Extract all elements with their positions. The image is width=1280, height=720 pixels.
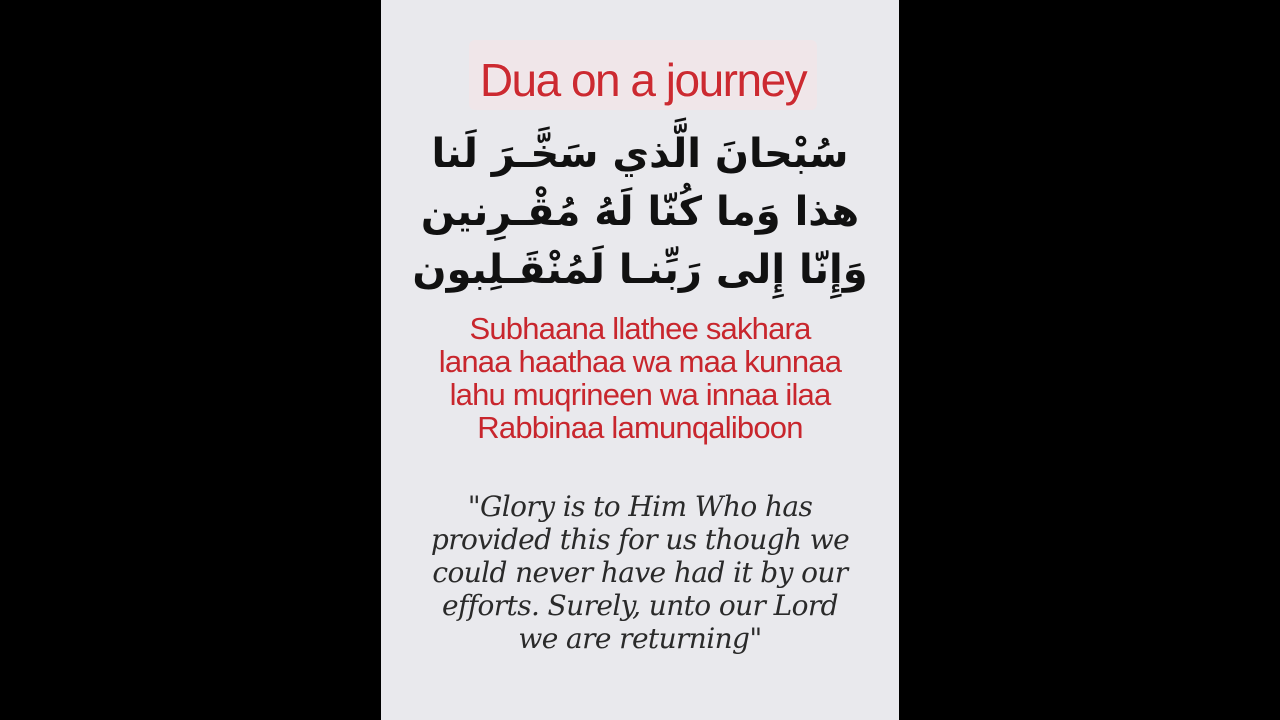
translation-text bbox=[381, 490, 899, 655]
transliteration-line: Subhaana llathee sakhara bbox=[469, 311, 811, 346]
translation-line: could never have had it by our bbox=[432, 556, 848, 589]
arabic-line: وَإِنّا إِلى رَبِّنـا لَمُنْقَـلِبون bbox=[412, 247, 868, 293]
transliteration-text bbox=[381, 312, 899, 444]
transliteration-line: Rabbinaa lamunqaliboon bbox=[477, 410, 803, 445]
translation-line: provided this for us though we bbox=[430, 523, 850, 556]
page-title: Dua on a journey bbox=[479, 54, 807, 106]
translation-line: we are returning" bbox=[518, 622, 762, 655]
title-banner bbox=[469, 40, 817, 110]
arabic-line: هذا وَما كُنّا لَهُ مُقْـرِنين bbox=[420, 189, 860, 235]
transliteration-line: lanaa haathaa wa maa kunnaa bbox=[438, 344, 842, 379]
translation-line: efforts. Surely, unto our Lord bbox=[442, 589, 838, 622]
dua-card bbox=[381, 0, 899, 720]
translation-line: "Glory is to Him Who has bbox=[467, 490, 813, 523]
arabic-text bbox=[381, 125, 899, 299]
transliteration-line: lahu muqrineen wa innaa ilaa bbox=[449, 377, 831, 412]
arabic-line: سُبْحانَ الَّذي سَخَّـرَ لَنا bbox=[431, 131, 849, 177]
